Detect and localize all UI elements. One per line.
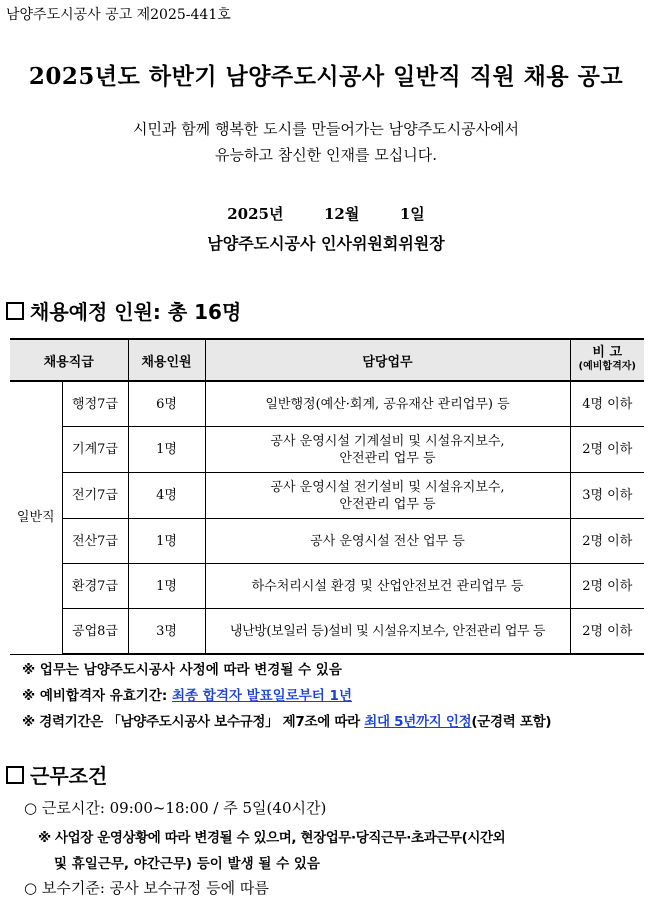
- header-note-sub: (예비합격자): [578, 361, 636, 372]
- grade-cell: 전산7급: [62, 519, 128, 564]
- table-row: [10, 473, 644, 519]
- note-career-period: [22, 709, 551, 735]
- page-title: 2025년도 하반기 남양주도시공사 일반직 직원 채용 공고: [28, 63, 624, 90]
- date-day: 1일: [399, 205, 425, 223]
- grade-cell: 행정7급: [62, 381, 128, 427]
- header-grade: 채용직급: [10, 339, 128, 381]
- grade-cell: 공업8급: [62, 609, 128, 655]
- count-cell: 6명: [128, 381, 205, 427]
- intro-line-1: 시민과 함께 행복한 도시를 만들어가는 남양주도시공사에서: [132, 120, 520, 138]
- duty-line-1: 냉난방(보일러 등)설비 및 시설유지보수, 안전관리 업무 등: [229, 623, 546, 639]
- count-cell: 1명: [128, 564, 205, 609]
- intro-text: [0, 116, 652, 168]
- career-max-link[interactable]: 최대 5년까지 인정: [364, 714, 472, 730]
- document-number: 남양주도시공사 공고 제2025-441호: [6, 7, 231, 23]
- duty-cell: [205, 381, 570, 427]
- table-row: [10, 609, 644, 655]
- note-reserve-validity: [22, 683, 551, 709]
- header-note: [570, 339, 644, 381]
- date-month: 12월: [323, 205, 360, 223]
- duty-cell: [205, 427, 570, 473]
- pay-standard: ○ 보수기준: 공사 보수규정 등에 따름: [24, 879, 269, 897]
- hours-note-line-1: ※ 사업장 운영상황에 따라 변경될 수 있으며, 현장업무·당직근무·초과근무(시간외: [38, 830, 506, 846]
- grade-cell: 기계7급: [62, 427, 128, 473]
- duty-cell: [205, 473, 570, 519]
- note-career-prefix: ※ 경력기간은 「남양주도시공사 보수규정」 제7조에 따라: [22, 714, 365, 730]
- header-duty: 담당업무: [205, 339, 570, 381]
- note-career-suffix: (군경력 포함): [471, 714, 552, 730]
- section-conditions-heading: [6, 760, 107, 789]
- grade-cell: 전기7급: [62, 473, 128, 519]
- duty-line-1: 공사 운영시설 전기설비 및 시설유지보수,: [270, 479, 505, 495]
- note-cell: 2명 이하: [570, 519, 644, 564]
- duty-line-2: 안전관리 업무 등: [339, 450, 436, 466]
- hours-note-line-2: 및 휴일근무, 야간근무) 등이 발생 될 수 있음: [54, 856, 320, 872]
- table-row: [10, 564, 644, 609]
- count-cell: 1명: [128, 427, 205, 473]
- count-cell: 4명: [128, 473, 205, 519]
- section-conditions-title: 근무조건: [30, 764, 108, 788]
- table-header-row: [10, 339, 644, 381]
- working-hours: ○ 근로시간: 09:00~18:00 / 주 5일(40시간): [24, 799, 327, 817]
- announcement-date: [0, 203, 652, 224]
- table-row: [10, 427, 644, 473]
- duty-cell: [205, 609, 570, 655]
- reserve-validity-link[interactable]: 최종 합격자 발표일로부터 1년: [172, 688, 352, 704]
- recruitment-table: [10, 338, 644, 655]
- group-cell: 일반직: [10, 381, 62, 654]
- note-cell: 4명 이하: [570, 381, 644, 427]
- section-recruitment-title: 채용예정 인원: 총 16명: [30, 300, 242, 324]
- note-cell: 3명 이하: [570, 473, 644, 519]
- duty-cell: [205, 519, 570, 564]
- note-reserve-prefix: ※ 예비합격자 유효기간:: [22, 688, 172, 704]
- working-hours-note: [38, 825, 650, 877]
- duty-cell: [205, 564, 570, 609]
- count-cell: 3명: [128, 609, 205, 655]
- grade-cell: 환경7급: [62, 564, 128, 609]
- duty-line-1: 하수처리시설 환경 및 산업안전보건 관리업무 등: [251, 578, 524, 594]
- note-duty-change: ※ 업무는 남양주도시공사 사정에 따라 변경될 수 있음: [22, 662, 342, 678]
- checkbox-square-icon: [6, 302, 24, 320]
- table-notes: [22, 657, 551, 735]
- count-cell: 1명: [128, 519, 205, 564]
- intro-line-2: 유능하고 참신한 인재를 모십니다.: [215, 146, 437, 164]
- table-row: [10, 381, 644, 427]
- duty-line-1: 공사 운영시설 전산 업무 등: [310, 533, 465, 549]
- note-cell: 2명 이하: [570, 427, 644, 473]
- date-year: 2025년: [227, 205, 284, 223]
- header-count: 채용인원: [128, 339, 205, 381]
- duty-line-2: 안전관리 업무 등: [339, 496, 436, 512]
- note-cell: 2명 이하: [570, 609, 644, 655]
- checkbox-square-icon: [6, 766, 24, 784]
- table-row: [10, 519, 644, 564]
- duty-line-1: 일반행정(예산·회계, 공유재산 관리업무) 등: [265, 396, 510, 412]
- header-note-label: 비 고: [592, 345, 623, 360]
- section-recruitment-heading: [6, 296, 241, 325]
- duty-line-1: 공사 운영시설 기계설비 및 시설유지보수,: [270, 433, 505, 449]
- issuer-name: 남양주도시공사 인사위원회위원장: [207, 234, 445, 253]
- note-cell: 2명 이하: [570, 564, 644, 609]
